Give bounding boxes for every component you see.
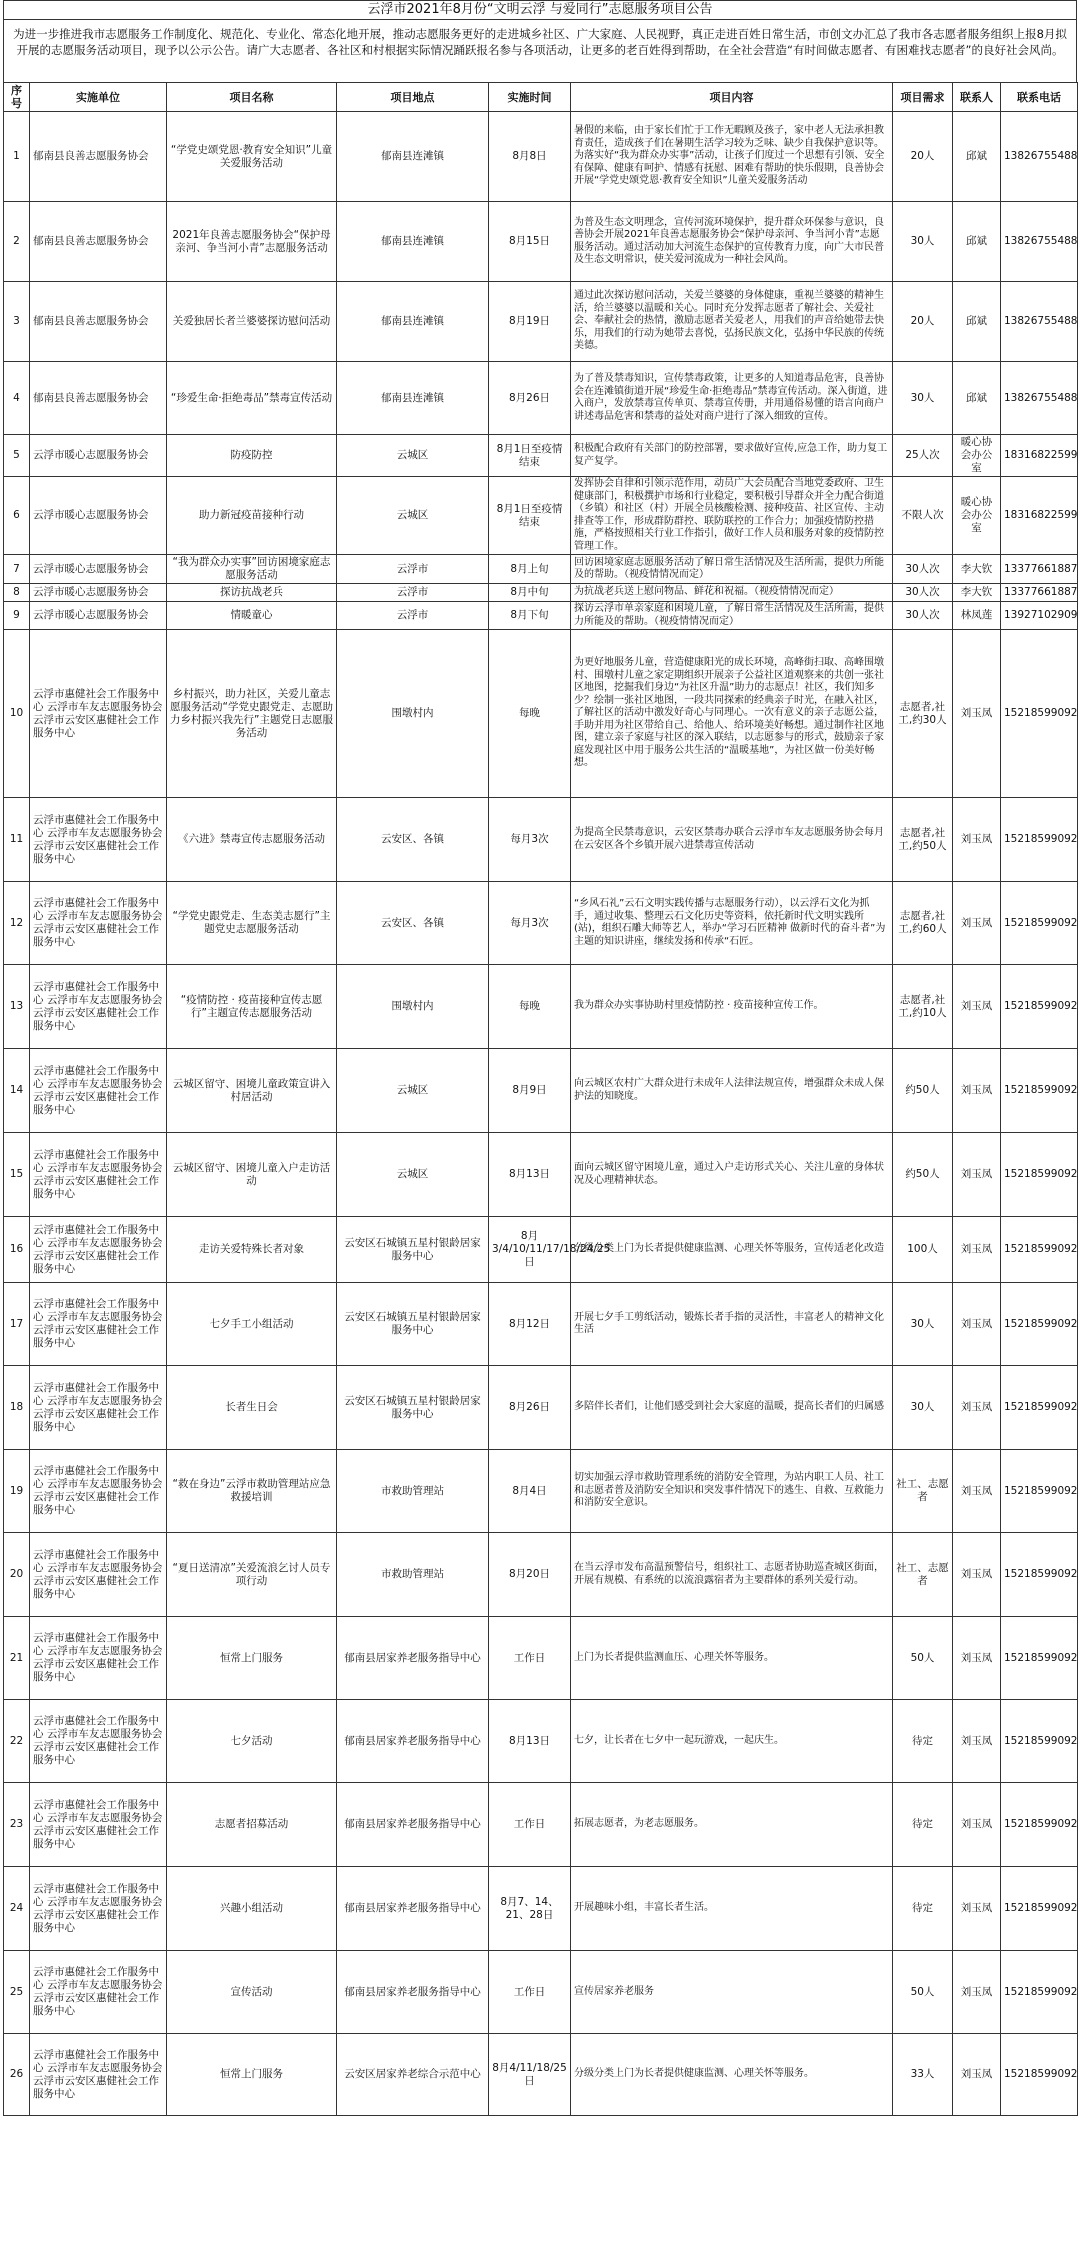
cell-time: 8月26日 [489,362,571,435]
cell-need: 30人 [893,202,953,282]
cell-content: “乡风石礼”云石文明实践传播与志愿服务行动），以云浮石文化为抓手，通过收集、整理云石文化历史等资料，依托新时代文明实践所(站)，组织石雕大师等艺人，举办“学习石匠精神 做新时代的奋斗者”为主题的知识讲座，继续发扬和传承“石匠。 [571,882,893,965]
cell-place: 围墩村内 [337,630,489,798]
cell-time: 8月15日 [489,202,571,282]
header-contact: 联系人 [953,83,1001,112]
cell-content: 为抗战老兵送上慰问物品、鲜花和祝福。（视疫情情况而定） [571,584,893,602]
cell-time: 8月上旬 [489,555,571,584]
cell-need: 志愿者,社工,约30人 [893,630,953,798]
table-row [4,602,1078,630]
cell-contact: 刘玉凤 [953,2034,1001,2116]
cell-contact: 邱斌 [953,362,1001,435]
cell-contact: 李大钦 [953,555,1001,584]
cell-place: 云城区 [337,1049,489,1133]
cell-content: 开展七夕手工剪纸活动，锻炼长者手指的灵活性，丰富老人的精神文化生活 [571,1283,893,1366]
cell-content: 面向云城区留守困境儿童，通过入户走访形式关心、关注儿童的身体状况及心理精神状态。 [571,1133,893,1217]
cell-unit: 云浮市暖心志愿服务协会 [30,477,167,555]
cell-no: 20 [4,1533,30,1617]
cell-place: 郁南县居家养老服务指导中心 [337,1951,489,2034]
cell-place: 云安区石城镇五星村银龄居家服务中心 [337,1217,489,1283]
cell-name: 云城区留守、困境儿童入户走访活动 [167,1133,337,1217]
cell-contact: 刘玉凤 [953,1617,1001,1700]
header-place: 项目地点 [337,83,489,112]
cell-name: “学党史跟党走、生态美志愿行”主题党史志愿服务活动 [167,882,337,965]
cell-content: 多陪伴长者们，让他们感受到社会大家庭的温暖，提高长者们的归属感 [571,1366,893,1450]
cell-time: 8月3/4/10/11/17/18/24/25日 [489,1217,571,1283]
cell-phone: 18316822599 [1001,477,1078,555]
cell-phone: 15218599092 [1001,1951,1078,2034]
cell-name: 情暖童心 [167,602,337,630]
cell-contact: 刘玉凤 [953,1366,1001,1450]
cell-phone: 13826755488 [1001,282,1078,362]
cell-place: 云浮市 [337,555,489,584]
cell-name: 走访关爱特殊长者对象 [167,1217,337,1283]
header-content: 项目内容 [571,83,893,112]
cell-phone: 15218599092 [1001,1283,1078,1366]
cell-no: 17 [4,1283,30,1366]
cell-no: 2 [4,202,30,282]
table-row [4,1283,1078,1366]
cell-content: 为提高全民禁毒意识，云安区禁毒办联合云浮市车友志愿服务协会每月在云安区各个乡镇开展六进禁毒宣传活动 [571,798,893,882]
cell-no: 15 [4,1133,30,1217]
table-row [4,1783,1078,1867]
cell-need: 社工、志愿者 [893,1450,953,1533]
cell-phone: 13377661887 [1001,555,1078,584]
cell-contact: 暖心协会办公室 [953,435,1001,477]
cell-contact: 刘玉凤 [953,965,1001,1049]
cell-time: 8月19日 [489,282,571,362]
table-row [4,1617,1078,1700]
cell-place: 郁南县居家养老服务指导中心 [337,1867,489,1951]
cell-phone: 13377661887 [1001,584,1078,602]
cell-content: 分级分类上门为长者提供健康监测、心理关怀等服务，宣传适老化改造 [571,1217,893,1283]
cell-no: 16 [4,1217,30,1283]
cell-no: 23 [4,1783,30,1867]
cell-no: 21 [4,1617,30,1700]
cell-unit: 云浮市惠健社会工作服务中心 云浮市车友志愿服务协会 云浮市云安区惠健社会工作服务中心 [30,2034,167,2116]
cell-need: 30人次 [893,584,953,602]
cell-time: 8月26日 [489,1366,571,1450]
cell-unit: 云浮市惠健社会工作服务中心 云浮市车友志愿服务协会 云浮市云安区惠健社会工作服务中心 [30,882,167,965]
cell-name: 云城区留守、困境儿童政策宣讲入村居活动 [167,1049,337,1133]
header-no: 序号 [4,83,30,112]
cell-unit: 云浮市惠健社会工作服务中心 云浮市车友志愿服务协会 云浮市云安区惠健社会工作服务中心 [30,1951,167,2034]
cell-name: 兴趣小组活动 [167,1867,337,1951]
cell-name: 2021年良善志愿服务协会“保护母亲河、争当河小青”志愿服务活动 [167,202,337,282]
cell-contact: 刘玉凤 [953,630,1001,798]
cell-contact: 刘玉凤 [953,882,1001,965]
cell-time: 8月1日至疫情结束 [489,435,571,477]
cell-name: “救在身边”云浮市救助管理站应急救援培训 [167,1450,337,1533]
cell-content: 宣传居家养老服务 [571,1951,893,2034]
cell-time: 每晚 [489,965,571,1049]
cell-content: 发挥协会自律和引领示范作用，动员广大会员配合当地党委政府、卫生健康部门，积极撰护市场和行业稳定，要积极引导群众并全力配合街道（乡镇）和社区（村）开展全员核酸检测、接种疫苗、社区宣传、主动排查等工作，形成群防群控、联防联控的工作合力；加强疫情防控措施，严格按照相关行业工作指引，做好工作人员和服务对象的疫情防控管理工作。 [571,477,893,555]
header-need: 项目需求 [893,83,953,112]
cell-contact: 刘玉凤 [953,1533,1001,1617]
cell-content: 通过此次探访慰问活动，关爱兰婆婆的身体健康，重视兰婆婆的精神生活，给兰婆婆以温暖和关心。同时充分发挥志愿者了解社会、关爱社会、奉献社会的热情，激励志愿者关爱老人，用我们的声音给她带去快乐，用我们的行动为她带去喜悦，弘扬民族文化，弘扬中华民族的传统美德。 [571,282,893,362]
cell-content: 积极配合政府有关部门的防控部署，要求做好宣传,应急工作，助力复工复产复学。 [571,435,893,477]
table-row [4,1450,1078,1533]
cell-need: 20人 [893,282,953,362]
cell-place: 云浮市 [337,584,489,602]
cell-place: 郁南县连滩镇 [337,282,489,362]
table-row [4,1217,1078,1283]
cell-content: 拓展志愿者，为老志愿服务。 [571,1783,893,1867]
cell-need: 社工、志愿者 [893,1533,953,1617]
cell-need: 50人 [893,1951,953,2034]
cell-no: 8 [4,584,30,602]
cell-need: 待定 [893,1783,953,1867]
cell-time: 8月7、14、21、28日 [489,1867,571,1951]
cell-time: 8月13日 [489,1700,571,1783]
cell-unit: 云浮市暖心志愿服务协会 [30,584,167,602]
table-row [4,555,1078,584]
cell-unit: 云浮市暖心志愿服务协会 [30,602,167,630]
cell-name: 志愿者招募活动 [167,1783,337,1867]
cell-phone: 15218599092 [1001,798,1078,882]
cell-unit: 云浮市惠健社会工作服务中心 云浮市车友志愿服务协会 云浮市云安区惠健社会工作服务中心 [30,1366,167,1450]
cell-contact: 暖心协会办公室 [953,477,1001,555]
table-row [4,882,1078,965]
cell-phone: 15218599092 [1001,1533,1078,1617]
cell-no: 26 [4,2034,30,2116]
cell-place: 围墩村内 [337,965,489,1049]
project-table [3,82,1078,2116]
cell-no: 6 [4,477,30,555]
cell-time: 8月4日 [489,1450,571,1533]
cell-contact: 刘玉凤 [953,1450,1001,1533]
cell-unit: 云浮市惠健社会工作服务中心 云浮市车友志愿服务协会 云浮市云安区惠健社会工作服务中心 [30,1617,167,1700]
cell-phone: 15218599092 [1001,1049,1078,1133]
cell-name: 乡村振兴，助力社区，关爱儿童志愿服务活动“学党史跟党走、志愿助力乡村振兴我先行”主题党日志愿服务活动 [167,630,337,798]
cell-content: 切实加强云浮市救助管理系统的消防安全管理，为站内职工人员、社工和志愿者普及消防安全知识和突发事件情况下的逃生、自救、互救能力和消防安全意识。 [571,1450,893,1533]
cell-need: 30人 [893,362,953,435]
cell-no: 19 [4,1450,30,1533]
cell-unit: 郁南县良善志愿服务协会 [30,202,167,282]
cell-content: 开展趣味小组，丰富长者生活。 [571,1867,893,1951]
cell-no: 13 [4,965,30,1049]
table-row [4,798,1078,882]
cell-time: 工作日 [489,1617,571,1700]
cell-no: 10 [4,630,30,798]
cell-content: 七夕，让长者在七夕中一起玩游戏，一起庆生。 [571,1700,893,1783]
cell-place: 云城区 [337,1133,489,1217]
cell-unit: 云浮市惠健社会工作服务中心 云浮市车友志愿服务协会 云浮市云安区惠健社会工作服务中心 [30,1700,167,1783]
cell-need: 待定 [893,1700,953,1783]
cell-name: “学党史颂党恩·教育安全知识”儿童关爱服务活动 [167,112,337,202]
cell-phone: 13826755488 [1001,202,1078,282]
cell-contact: 林凤莲 [953,602,1001,630]
cell-phone: 15218599092 [1001,1366,1078,1450]
cell-need: 50人 [893,1617,953,1700]
cell-contact: 刘玉凤 [953,798,1001,882]
cell-no: 1 [4,112,30,202]
cell-content: 分级分类上门为长者提供健康监测、心理关怀等服务。 [571,2034,893,2116]
cell-phone: 13826755488 [1001,112,1078,202]
cell-need: 约50人 [893,1133,953,1217]
cell-phone: 15218599092 [1001,882,1078,965]
cell-name: “我为群众办实事”回访困境家庭志愿服务活动 [167,555,337,584]
cell-unit: 云浮市惠健社会工作服务中心 云浮市车友志愿服务协会 云浮市云安区惠健社会工作服务中心 [30,965,167,1049]
table-row [4,1951,1078,2034]
header-phone: 联系电话 [1001,83,1078,112]
cell-phone: 15218599092 [1001,1783,1078,1867]
cell-time: 8月4/11/18/25日 [489,2034,571,2116]
cell-content: 暑假的来临，由于家长们忙于工作无暇顾及孩子，家中老人无法承担教育责任，造成孩子们在暑期生活学习较为乏味、缺少自我保护意识等。为落实好“我为群众办实事”活动，让孩子们度过一个思想有引领、安全有保障、健康有呵护、情感有抚慰、困难有帮助的快乐假期，良善协会开展“学党史颂党恩·教育安全知识”儿童关爱服务活动 [571,112,893,202]
cell-time: 工作日 [489,1951,571,2034]
table-row [4,202,1078,282]
cell-place: 云安区石城镇五星村银龄居家服务中心 [337,1366,489,1450]
cell-need: 30人 [893,1283,953,1366]
cell-place: 云城区 [337,435,489,477]
table-row [4,435,1078,477]
cell-content: 我为群众办实事协助村里疫情防控 · 疫苗接种宣传工作。 [571,965,893,1049]
cell-phone: 15218599092 [1001,1700,1078,1783]
cell-time: 工作日 [489,1783,571,1867]
cell-phone: 15218599092 [1001,1867,1078,1951]
cell-contact: 刘玉凤 [953,1700,1001,1783]
cell-phone: 18316822599 [1001,435,1078,477]
cell-need: 100人 [893,1217,953,1283]
cell-time: 每月3次 [489,798,571,882]
cell-name: “疫情防控 · 疫苗接种宣传志愿行”主题宣传志愿服务活动 [167,965,337,1049]
cell-need: 20人 [893,112,953,202]
table-row [4,630,1078,798]
cell-content: 为普及生态文明理念，宣传河流环境保护，提升群众环保参与意识，良善协会开展2021年良善志愿服务协会“保护母亲河、争当河小青”志愿服务活动。通过活动加大河流生态保护的宣传教育力度，向广大市民普及生态文明常识，使关爱河流成为一种社会风尚。 [571,202,893,282]
cell-unit: 郁南县良善志愿服务协会 [30,362,167,435]
cell-name: “夏日送清凉”关爱流浪乞讨人员专项行动 [167,1533,337,1617]
cell-need: 30人 [893,1366,953,1450]
cell-time: 8月12日 [489,1283,571,1366]
cell-phone: 15218599092 [1001,965,1078,1049]
cell-name: “珍爱生命·拒绝毒品”禁毒宣传活动 [167,362,337,435]
cell-unit: 云浮市惠健社会工作服务中心 云浮市车友志愿服务协会 云浮市云安区惠健社会工作服务中心 [30,1450,167,1533]
cell-name: 恒常上门服务 [167,2034,337,2116]
cell-content: 回访困境家庭志愿服务活动了解日常生活情况及生活所需，提供力所能及的帮助。（视疫情情况而定） [571,555,893,584]
cell-need: 志愿者,社工,约50人 [893,798,953,882]
cell-place: 郁南县居家养老服务指导中心 [337,1700,489,1783]
cell-content: 在当云浮市发布高温预警信号，组织社工、志愿者协助巡查城区街面，开展有规模、有系统的以流浪露宿者为主要群体的系列关爱行动。 [571,1533,893,1617]
table-row [4,477,1078,555]
header-time: 实施时间 [489,83,571,112]
page-title: 云浮市2021年8月份“文明云浮 与爱同行”志愿服务项目公告 [3,0,1077,19]
cell-need: 25人次 [893,435,953,477]
cell-place: 郁南县连滩镇 [337,362,489,435]
cell-place: 云安区石城镇五星村银龄居家服务中心 [337,1283,489,1366]
cell-content: 探访云浮市单亲家庭和困境儿童，了解日常生活情况及生活所需，提供力所能及的帮助。（视疫情情况而定） [571,602,893,630]
cell-time: 每月3次 [489,882,571,965]
cell-unit: 郁南县良善志愿服务协会 [30,112,167,202]
cell-name: 长者生日会 [167,1366,337,1450]
cell-no: 12 [4,882,30,965]
cell-place: 市救助管理站 [337,1533,489,1617]
cell-name: 关爱独居长者兰婆婆探访慰问活动 [167,282,337,362]
table-row [4,2034,1078,2116]
cell-need: 志愿者,社工,约60人 [893,882,953,965]
cell-unit: 云浮市惠健社会工作服务中心 云浮市车友志愿服务协会 云浮市云安区惠健社会工作服务中心 [30,1049,167,1133]
cell-unit: 云浮市惠健社会工作服务中心 云浮市车友志愿服务协会 云浮市云安区惠健社会工作服务中心 [30,1283,167,1366]
announcement-page [3,0,1077,2116]
cell-need: 30人次 [893,602,953,630]
cell-need: 志愿者,社工,约10人 [893,965,953,1049]
cell-unit: 云浮市惠健社会工作服务中心 云浮市车友志愿服务协会 云浮市云安区惠健社会工作服务中心 [30,1217,167,1283]
cell-no: 25 [4,1951,30,2034]
cell-contact: 邱斌 [953,202,1001,282]
table-row [4,1049,1078,1133]
cell-phone: 15218599092 [1001,1133,1078,1217]
cell-content: 向云城区农村广大群众进行未成年人法律法规宣传，增强群众未成人保护法的知晓度。 [571,1049,893,1133]
header-unit: 实施单位 [30,83,167,112]
intro-paragraph: 为进一步推进我市志愿服务工作制度化、规范化、专业化、常态化地开展，推动志愿服务更好的走进城乡社区、广大家庭、人民视野，真正走进百姓日常生活，市创文办汇总了我市各志愿者服务组织上报8月拟开展的志愿服务活动项目，现予以公示公告。请广大志愿者、各社区和村根据实际情况踊跃报名参与各项活动，让更多的老百姓得到帮助，在全社会营造“有时间做志愿者、有困难找志愿者”的良好社会风尚。 [3,19,1077,82]
cell-unit: 云浮市惠健社会工作服务中心 云浮市车友志愿服务协会 云浮市云安区惠健社会工作服务中心 [30,798,167,882]
cell-unit: 云浮市暖心志愿服务协会 [30,435,167,477]
table-row [4,1366,1078,1450]
cell-need: 30人次 [893,555,953,584]
cell-phone: 13927102909 [1001,602,1078,630]
cell-place: 云安区、各镇 [337,798,489,882]
table-row [4,362,1078,435]
cell-place: 郁南县连滩镇 [337,202,489,282]
table-row [4,1533,1078,1617]
cell-unit: 郁南县良善志愿服务协会 [30,282,167,362]
cell-name: 七夕手工小组活动 [167,1283,337,1366]
cell-contact: 邱斌 [953,112,1001,202]
table-row [4,112,1078,202]
cell-time: 8月20日 [489,1533,571,1617]
cell-no: 4 [4,362,30,435]
cell-time: 8月9日 [489,1049,571,1133]
cell-phone: 15218599092 [1001,630,1078,798]
cell-place: 郁南县居家养老服务指导中心 [337,1783,489,1867]
cell-place: 郁南县居家养老服务指导中心 [337,1617,489,1700]
cell-phone: 15218599092 [1001,2034,1078,2116]
cell-place: 云浮市 [337,602,489,630]
cell-no: 5 [4,435,30,477]
cell-content: 为了普及禁毒知识，宣传禁毒政策，让更多的人知道毒品危害，良善协会在连滩镇街道开展“珍爱生命·拒绝毒品”禁毒宣传活动。深入街道，进入商户，发放禁毒宣传单页、禁毒宣传册，并用通俗易懂的语言向商户讲述毒品危害和禁毒的益处对商户进行了深入细致的宣传。 [571,362,893,435]
cell-contact: 李大钦 [953,584,1001,602]
cell-unit: 云浮市惠健社会工作服务中心 云浮市车友志愿服务协会 云浮市云安区惠健社会工作服务中心 [30,1867,167,1951]
cell-content: 为更好地服务儿童，营造健康阳光的成长环境，高峰街扫取、高峰围墩村、围墩村儿童之家定期组织开展亲子公益社区道观察来的共创一张社区地图，挖掘我们身边“为社区升温”助力的志愿点！社区，我们知多少？绘制一张社区地图，一段共同探索的经典亲子时光，在融入社区，了解社区的活动中激发好奇心与同理心。一次有意义的亲子志愿公益，手助并用为社区带给自己、给他人、给环境美好畅想。通过制作社区地图，建立亲子家庭与社区的深入联结，以志愿参与的形式，鼓励亲子家庭发现社区中用于服务公共生活的“温暖基地”，为社区做一份美好畅想。 [571,630,893,798]
cell-phone: 13826755488 [1001,362,1078,435]
cell-contact: 刘玉凤 [953,1867,1001,1951]
cell-time: 8月中旬 [489,584,571,602]
cell-phone: 15218599092 [1001,1450,1078,1533]
cell-unit: 云浮市惠健社会工作服务中心 云浮市车友志愿服务协会 云浮市云安区惠健社会工作服务中心 [30,1533,167,1617]
cell-name: 恒常上门服务 [167,1617,337,1700]
cell-no: 11 [4,798,30,882]
cell-need: 33人 [893,2034,953,2116]
cell-contact: 刘玉凤 [953,1217,1001,1283]
cell-no: 9 [4,602,30,630]
header-name: 项目名称 [167,83,337,112]
cell-phone: 15218599092 [1001,1617,1078,1700]
cell-time: 8月1日至疫情结束 [489,477,571,555]
table-row [4,584,1078,602]
cell-contact: 刘玉凤 [953,1783,1001,1867]
table-row [4,282,1078,362]
cell-need: 待定 [893,1867,953,1951]
cell-time: 8月8日 [489,112,571,202]
cell-need: 约50人 [893,1049,953,1133]
cell-contact: 刘玉凤 [953,1049,1001,1133]
cell-place: 市救助管理站 [337,1450,489,1533]
cell-time: 每晚 [489,630,571,798]
table-row [4,965,1078,1049]
cell-no: 3 [4,282,30,362]
cell-time: 8月下旬 [489,602,571,630]
cell-need: 不限人次 [893,477,953,555]
cell-no: 24 [4,1867,30,1951]
cell-place: 郁南县连滩镇 [337,112,489,202]
cell-no: 7 [4,555,30,584]
cell-phone: 15218599092 [1001,1217,1078,1283]
table-row [4,1700,1078,1783]
cell-place: 云安区、各镇 [337,882,489,965]
cell-name: 探访抗战老兵 [167,584,337,602]
cell-contact: 刘玉凤 [953,1133,1001,1217]
cell-place: 云安区居家养老综合示范中心 [337,2034,489,2116]
table-row [4,1867,1078,1951]
cell-content: 上门为长者提供监测血压、心理关怀等服务。 [571,1617,893,1700]
cell-name: 宣传活动 [167,1951,337,2034]
cell-name: 防疫防控 [167,435,337,477]
cell-contact: 邱斌 [953,282,1001,362]
cell-unit: 云浮市惠健社会工作服务中心 云浮市车友志愿服务协会 云浮市云安区惠健社会工作服务中心 [30,630,167,798]
cell-contact: 刘玉凤 [953,1283,1001,1366]
cell-unit: 云浮市惠健社会工作服务中心 云浮市车友志愿服务协会 云浮市云安区惠健社会工作服务中心 [30,1783,167,1867]
cell-name: 助力新冠疫苗接种行动 [167,477,337,555]
table-row [4,1133,1078,1217]
cell-no: 22 [4,1700,30,1783]
cell-time: 8月13日 [489,1133,571,1217]
cell-name: 《六进》禁毒宣传志愿服务活动 [167,798,337,882]
cell-unit: 云浮市暖心志愿服务协会 [30,555,167,584]
table-header-row [4,83,1078,112]
cell-contact: 刘玉凤 [953,1951,1001,2034]
cell-place: 云城区 [337,477,489,555]
cell-no: 18 [4,1366,30,1450]
cell-unit: 云浮市惠健社会工作服务中心 云浮市车友志愿服务协会 云浮市云安区惠健社会工作服务中心 [30,1133,167,1217]
cell-name: 七夕活动 [167,1700,337,1783]
cell-no: 14 [4,1049,30,1133]
